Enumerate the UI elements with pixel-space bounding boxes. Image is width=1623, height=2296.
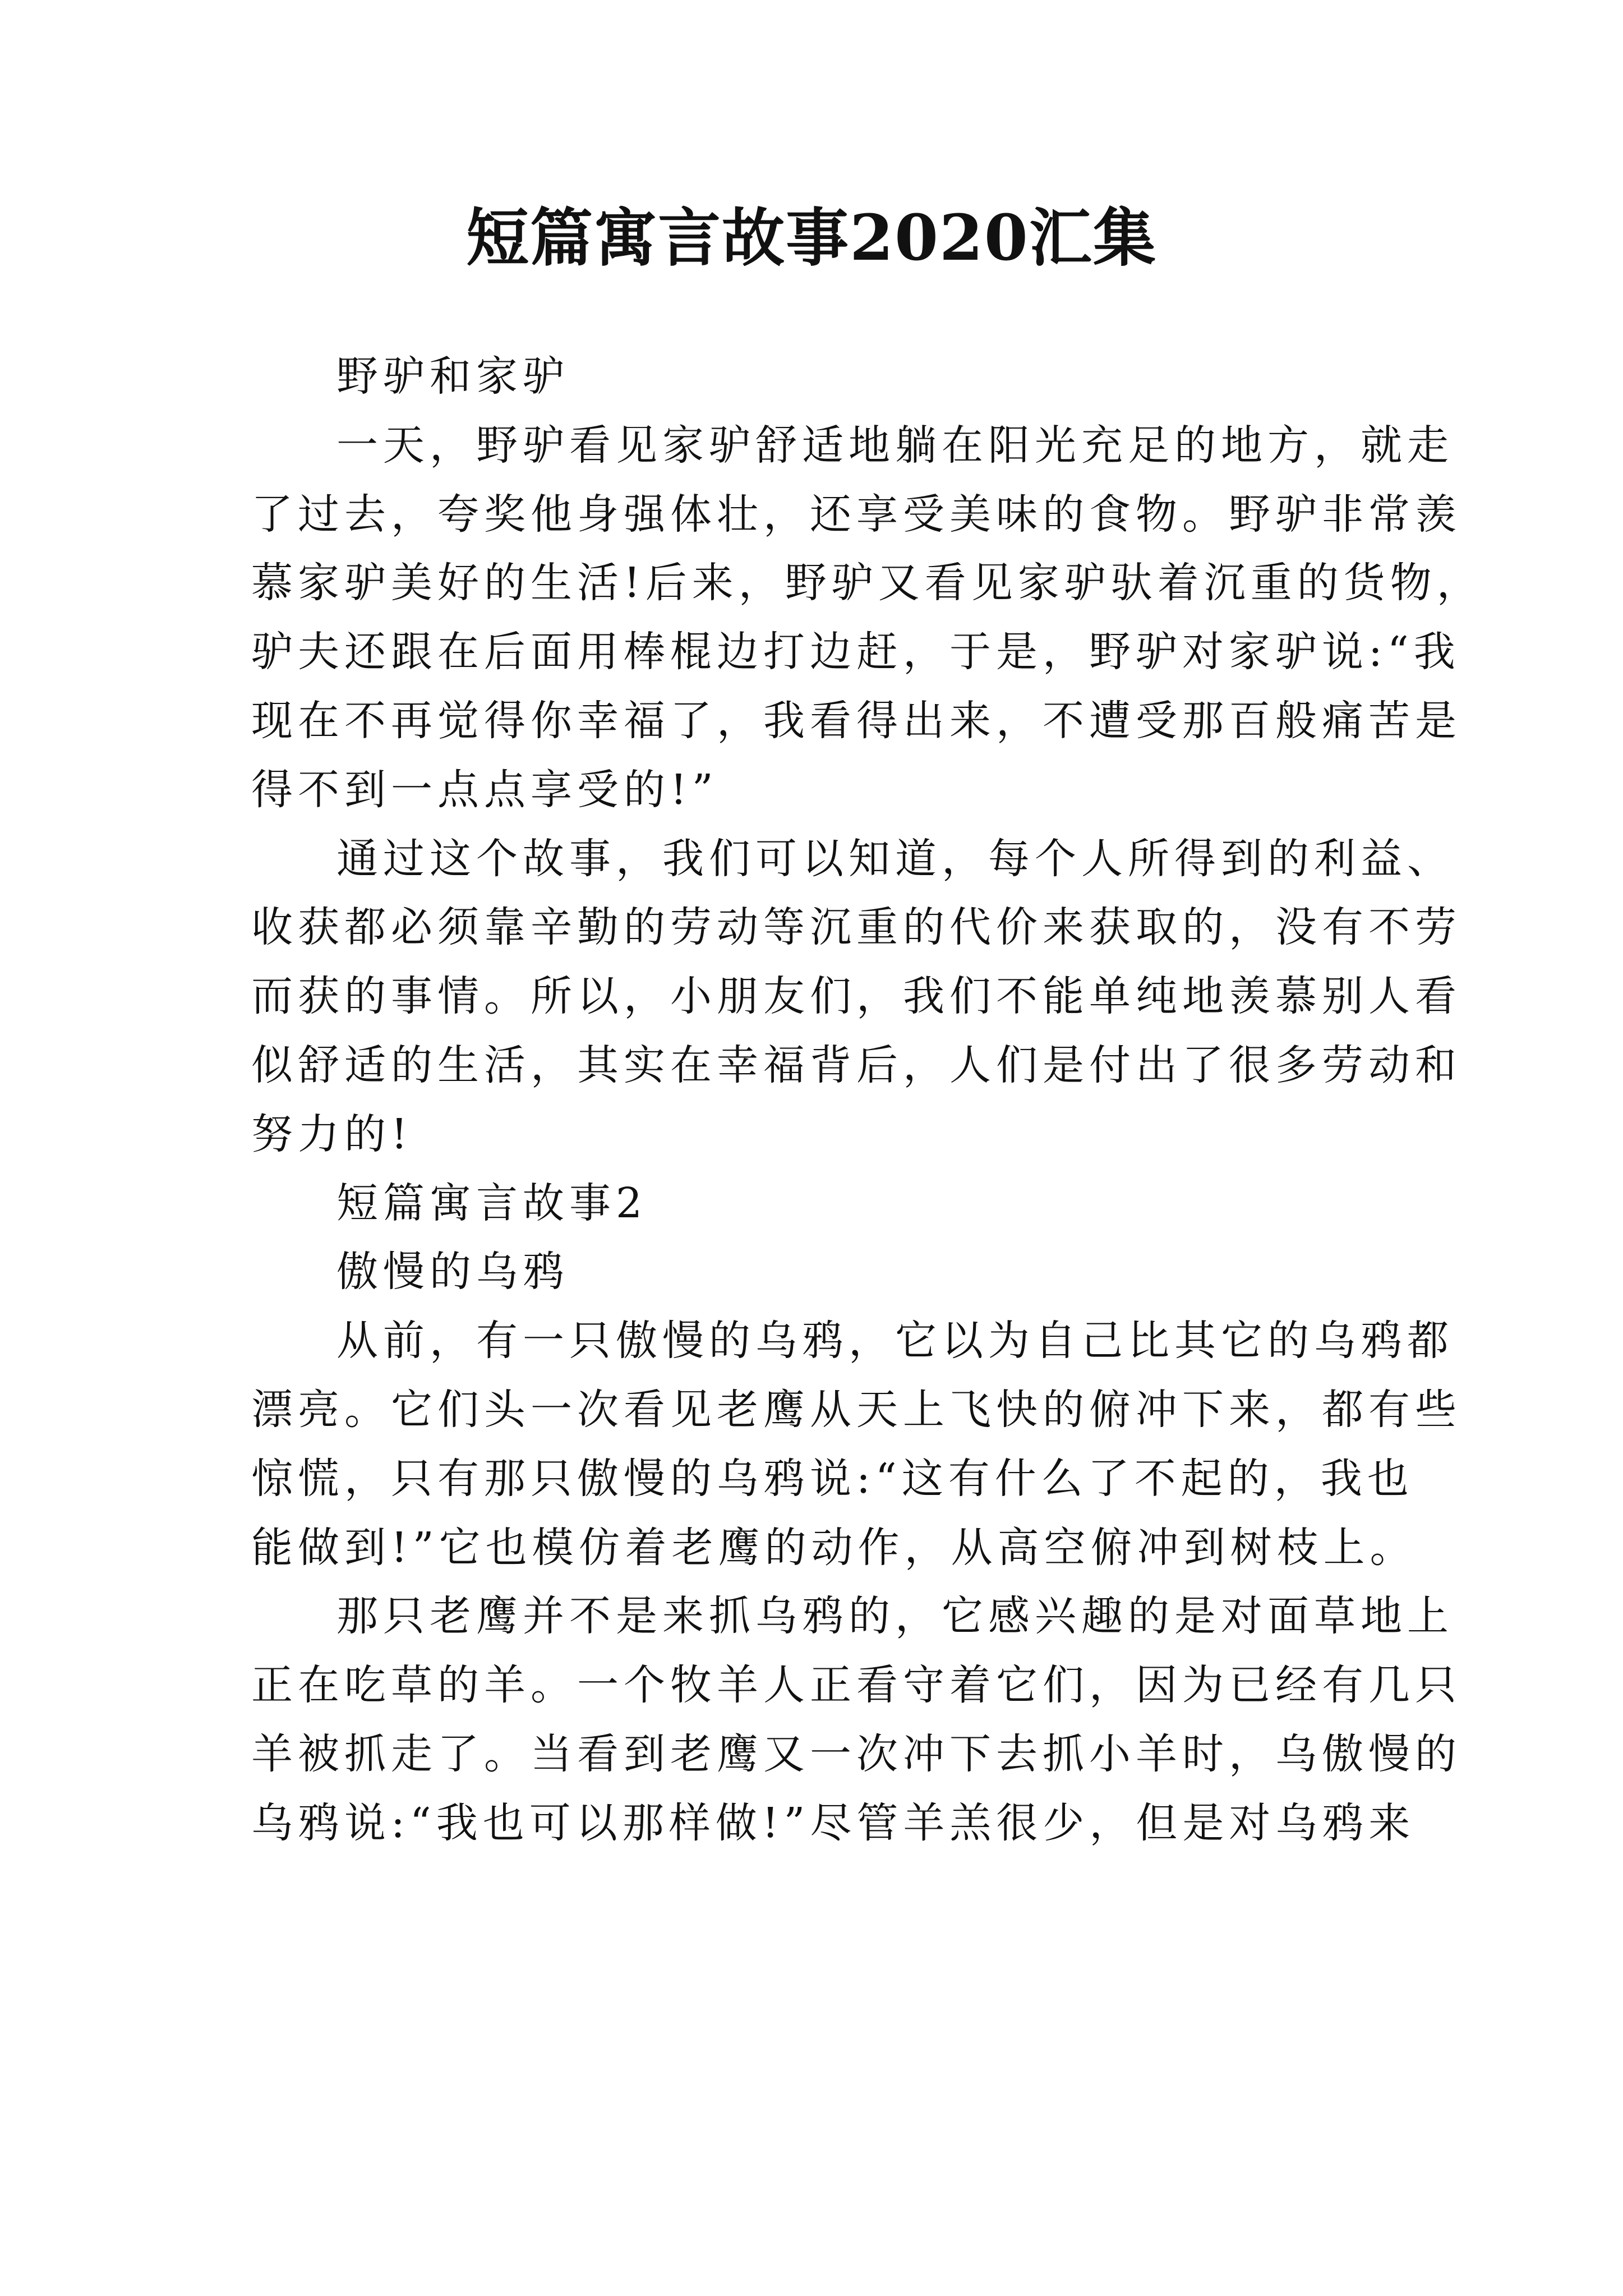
paragraph-line: 现在不再觉得你幸福了，我看得出来，不遭受那百般痛苦是 xyxy=(251,696,1461,745)
document-body xyxy=(251,342,1483,1858)
paragraph-line: 而获的事情。所以，小朋友们，我们不能单纯地羡慕别人看 xyxy=(251,972,1461,1021)
paragraph-line: 收获都必须靠辛勤的劳动等沉重的代价来获取的，没有不劳 xyxy=(251,903,1461,952)
document-title: 短篇寓言故事2020汇集 xyxy=(466,201,1157,275)
paragraph-line: 努力的! xyxy=(251,1110,413,1158)
paragraph-line: 驴夫还跟在后面用棒棍边打边赶，于是，野驴对家驴说:“我 xyxy=(251,628,1460,677)
paragraph-line: 通过这个故事，我们可以知道，每个人所得到的利益、 xyxy=(336,834,1454,883)
paragraph-line: 野驴和家驴 xyxy=(336,352,569,401)
paragraph-line: 羊被抓走了。当看到老鹰又一次冲下去抓小羊时，乌傲慢的 xyxy=(251,1729,1461,1778)
paragraph-line: 乌鸦说:“我也可以那样做!”尽管羊羔很少，但是对乌鸦来 xyxy=(251,1798,1415,1847)
paragraph-line: 一天，野驴看见家驴舒适地躺在阳光充足的地方，就走 xyxy=(336,421,1454,470)
paragraph-line: 短篇寓言故事2 xyxy=(336,1179,648,1227)
paragraph-line: 从前，有一只傲慢的乌鸦，它以为自己比其它的乌鸦都 xyxy=(336,1317,1454,1365)
paragraph-line: 正在吃草的羊。一个牧羊人正看守着它们，因为已经有几只 xyxy=(251,1661,1461,1710)
paragraph-line: 能做到!”它也模仿着老鹰的动作，从高空俯冲到树枝上。 xyxy=(251,1523,1417,1572)
paragraph-line: 慕家驴美好的生活!后来，野驴又看见家驴驮着沉重的货物， xyxy=(251,559,1483,608)
paragraph-line: 傲慢的乌鸦 xyxy=(336,1248,569,1296)
paragraph-line: 漂亮。它们头一次看见老鹰从天上飞快的俯冲下来，都有些 xyxy=(251,1385,1461,1434)
paragraph-line: 那只老鹰并不是来抓乌鸦的，它感兴趣的是对面草地上 xyxy=(336,1592,1454,1641)
paragraph-line: 了过去，夸奖他身强体壮，还享受美味的食物。野驴非常羡 xyxy=(251,490,1461,539)
paragraph-line: 惊慌，只有那只傲慢的乌鸦说:“这有什么了不起的，我也 xyxy=(251,1454,1414,1503)
paragraph-line: 得不到一点点享受的!” xyxy=(251,765,718,814)
paragraph-line: 似舒适的生活，其实在幸福背后，人们是付出了很多劳动和 xyxy=(251,1041,1461,1089)
